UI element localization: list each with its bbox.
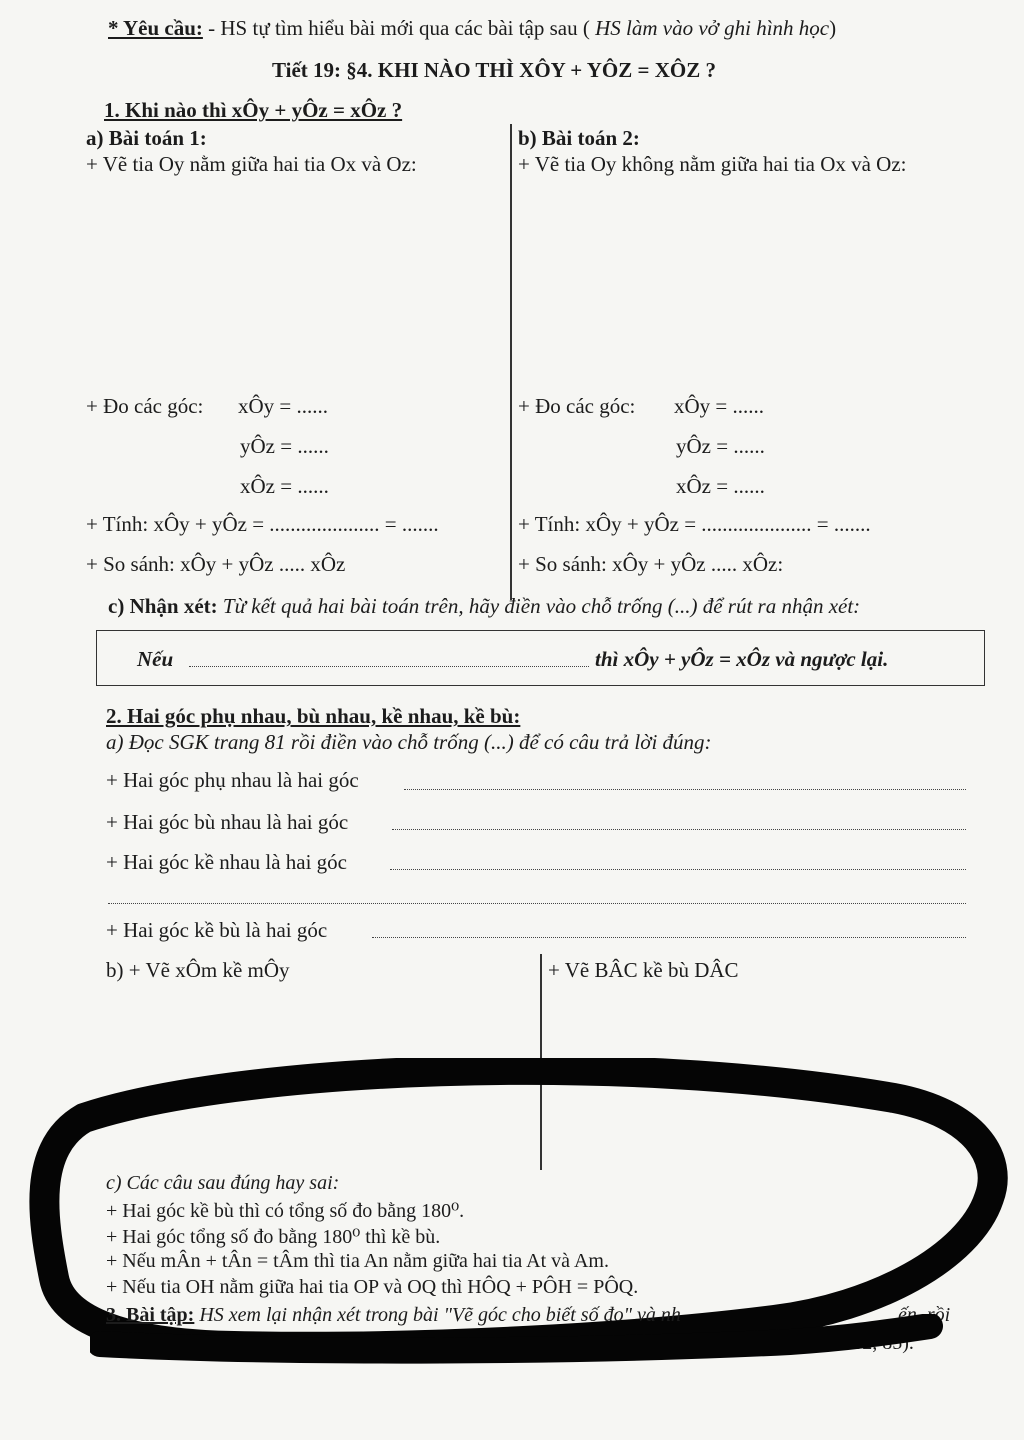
scribble-stroke-bottom	[90, 1314, 970, 1374]
statement-1: + Hai góc kề bù thì có tổng số đo bằng 180⁰.	[106, 1200, 465, 1222]
complement-blank[interactable]	[404, 788, 966, 790]
calc-b: + Tính: xÔy + yÔz = ..................... = .......	[518, 512, 871, 536]
requirement-line	[108, 16, 836, 41]
column-divider	[510, 124, 512, 600]
problem1-draw: + Vẽ tia Oy nằm giữa hai tia Ox và Oz:	[86, 152, 417, 176]
angle-xoz-a: xÔz = ......	[240, 474, 329, 498]
box-if: Nếu	[137, 647, 174, 671]
problem1-title: a) Bài toán 1:	[86, 126, 207, 150]
problem2-title: b) Bài toán 2:	[518, 126, 640, 150]
remark-box	[96, 630, 985, 686]
linear-pair-line: + Hai góc kề bù là hai góc	[106, 918, 328, 942]
draw-bac: + Vẽ BÂC kề bù DÂC	[548, 958, 739, 982]
section3-line2-tail: SGK tr 82, 85).	[790, 1332, 914, 1354]
statement-3: + Nếu mÂn + tÂn = tÂm thì tia An nằm giữa hai tia At và Am.	[106, 1250, 609, 1272]
requirement-label: * Yêu cầu:	[108, 16, 203, 40]
statement-2: + Hai góc tổng số đo bằng 180⁰ thì kề bù.	[106, 1226, 441, 1248]
section2-a-text: a) Đọc SGK trang 81 rồi điền vào chỗ trống (...) để có câu trả lời đúng:	[106, 730, 712, 754]
calc-a: + Tính: xÔy + yÔz = ..................... = .......	[86, 512, 439, 536]
adjacent-line: + Hai góc kề nhau là hai góc	[106, 850, 348, 874]
complement-line: + Hai góc phụ nhau là hai góc	[106, 768, 359, 792]
angle-xoz-b: xÔz = ......	[676, 474, 765, 498]
lesson-title: Tiết 19: §4. KHI NÀO THÌ XÔY + YÔZ = XÔZ ?	[272, 58, 716, 82]
adjacent-blank-2[interactable]	[108, 902, 966, 904]
angle-yoz-b: yÔz = ......	[676, 434, 765, 458]
remark-line	[108, 594, 860, 619]
remark-label: c) Nhận xét:	[108, 594, 218, 618]
draw-xom: b) + Vẽ xÔm kề mÔy	[106, 958, 290, 982]
compare-b: + So sánh: xÔy + yÔz ..... xÔz:	[518, 552, 784, 576]
statement-4: + Nếu tia OH nằm giữa hai tia OP và OQ thì HÔQ + PÔH = PÔQ.	[106, 1276, 639, 1298]
angle-yoz-a: yÔz = ......	[240, 434, 329, 458]
supplement-blank[interactable]	[392, 828, 966, 830]
problem2-draw: + Vẽ tia Oy không nằm giữa hai tia Ox và Oz:	[518, 152, 907, 176]
adjacent-blank[interactable]	[390, 868, 966, 870]
box-blank[interactable]	[189, 665, 589, 667]
remark-text: Từ kết quả hai bài toán trên, hãy điền vào chỗ trống (...) để rút ra nhận xét:	[217, 594, 861, 618]
box-then: thì xÔy + yÔz = xÔz và ngược lại.	[595, 647, 889, 671]
angle-xoy-b: xÔy = ......	[674, 394, 765, 418]
compare-a: + So sánh: xÔy + yÔz ..... xÔz	[86, 552, 346, 576]
requirement-close: )	[829, 16, 837, 40]
requirement-text: - HS tự tìm hiểu bài mới qua các bài tập sau (	[202, 16, 590, 40]
requirement-italic: HS làm vào vở ghi hình học	[589, 16, 830, 40]
angle-xoy-a: xÔy = ......	[238, 394, 329, 418]
supplement-line: + Hai góc bù nhau là hai góc	[106, 810, 349, 834]
section1-title: 1. Khi nào thì xÔy + yÔz = xÔz ?	[104, 98, 403, 122]
section2-title: 2. Hai góc phụ nhau, bù nhau, kề nhau, kề bù:	[106, 704, 521, 728]
section3-text: HS xem lại nhận xét trong bài "Vẽ góc cho biết số đo" và nh	[194, 1304, 681, 1326]
measure-label-a: + Đo các góc:	[86, 394, 204, 418]
true-false-title: c) Các câu sau đúng hay sai:	[106, 1172, 340, 1194]
measure-label-b: + Đo các góc:	[518, 394, 636, 418]
section3-title: 3. Bài tập:	[106, 1304, 195, 1326]
section3-tail: ến, rồi	[898, 1304, 951, 1326]
linear-pair-blank[interactable]	[372, 936, 966, 938]
